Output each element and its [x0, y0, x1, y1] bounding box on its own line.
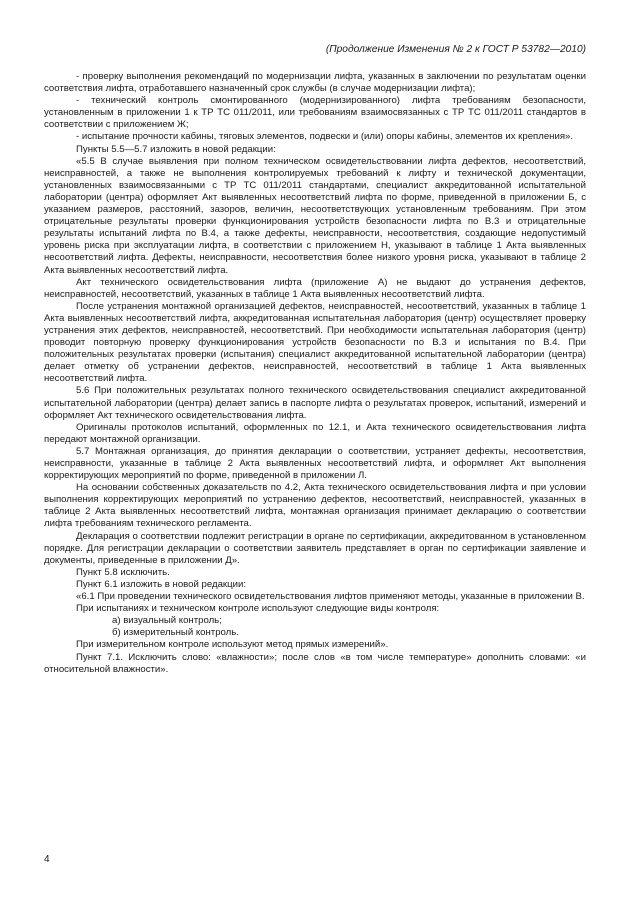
paragraph: Акт технического освидетельствования лифта (приложение А) не выдают до устранения дефектов, неисправностей, несоответствий, указанных в таблице 1 Акта выявленных несоответствий лифта.	[44, 276, 586, 300]
paragraph: Пункт 5.8 исключить.	[76, 566, 170, 578]
list-item: - технический контроль смонтированного (модернизированного) лифта требованиям безопасности, установленным в приложении 1 к ТР ТС 011/2011, или требованиям взаимосвязанных с ТР ТС 011/2011 стандартов в соответствии с приложением Ж;	[44, 95, 586, 131]
paragraph: После устранения монтажной организацией дефектов, неисправностей, несоответствий, указанных в таблице 1 Акта выявленных несоответствий лифта, аккредитованная испытательная лаборатория (центр) осуществляет проверку устранения этих дефектов, неисправностей, несоответствий. При необходимости испытательная лаборатория (центр) проводит повторную проверку функционирования устройств безопасности по В.3 и испытания по В.4. При положительных результатах проверки (испытания) специалист аккредитованной испытательной лаборатории (центра) делает отметку об устранении дефектов, неисправностей, несоответствий в таблице 1 Акта выявленных несоответствий лифта.	[44, 300, 586, 385]
paragraph: При испытаниях и техническом контроле используют следующие виды контроля:	[76, 603, 440, 615]
paragraph: Пункт 6.1 изложить в новой редакции:	[76, 578, 246, 590]
paragraph: 5.6 При положительных результатах полного технического освидетельствования специалист аккредитованной испытательной лаборатории (центра) делает запись в паспорте лифта о результатах проверок, испытаний, измерений и оформляет Акт технического освидетельствования лифта.	[44, 385, 586, 421]
page-header: (Продолжение Изменения № 2 к ГОСТ Р 53782—2010)	[325, 44, 586, 55]
list-item: - испытание прочности кабины, тяговых элементов, подвески и (или) опоры кабины, элементов их крепления».	[76, 131, 574, 143]
page-number: 4	[44, 854, 50, 865]
list-item: - проверку выполнения рекомендаций по модернизации лифта, указанных в заключении по результатам оценки соответствия лифта, отработавшего назначенный срок службы (в случае модернизации лифта);	[44, 71, 586, 95]
paragraph: На основании собственных доказательств по 4.2, Акта технического освидетельствования лифта и при условии выполнения корректирующих мероприятий по устранению дефектов, несоответствий, неисправностей, указанных в таблице 2 Акта выявленных несоответствий лифта, монтажная организация принимает декларацию о соответствии лифта требованиям технического регламента.	[44, 482, 586, 530]
paragraph: Пункты 5.5—5.7 изложить в новой редакции:	[76, 143, 276, 155]
paragraph: При измерительном контроле используют метод прямых измерений».	[76, 639, 389, 651]
sub-list-item: б) измерительный контроль.	[112, 627, 239, 639]
paragraph: Оригиналы протоколов испытаний, оформленных по 12.1, и Акта технического освидетельствования лифта передают монтажной организации.	[44, 421, 586, 445]
paragraph: 5.7 Монтажная организация, до принятия декларации о соответствии, устраняет дефекты, несоответствия, неисправности, указанные в таблице 2 Акта выявленных несоответствий лифта, и оформляет Акт выполнения корректирующих мероприятий по форме, приведенной в приложении Л.	[44, 445, 586, 482]
paragraph: «5.5 В случае выявления при полном техническом освидетельствовании лифта дефектов, несоответствий, неисправностей, а также не выполнения контролируемых требований к лифту и технической документации, установленных взаимосвязанными с ТР ТС 011/2011 стандартами, специалист аккредитованной испытательной лаборатории (центра) оформляет Акт выявленных несоответствий лифта по форме, приведенной в приложении Б, с указанием размеров, расстояний, зазоров, величин, несоответствующих установленным требованиям. При этом отрицательные результаты проверки функционирования устройств безопасности лифта по В.3 и отрицательные результаты испытаний лифта по В.4, а также дефекты, неисправности, несоответствия, создающие недопустимый уровень риска при эксплуатации лифта, в соответствии с приложением Н, указывают в таблице 1 Акта выявленных несоответствий лифта. Дефекты, неисправности, несоответствия более низкого уровня риска, указывают в таблице 2 Акта выявленных несоответствий лифта.	[44, 155, 586, 276]
document-body	[44, 71, 586, 676]
paragraph: «6.1 При проведении технического освидетельствования лифтов применяют методы, указанные в приложении В.	[76, 591, 585, 603]
paragraph: Декларация о соответствии подлежит регистрации в органе по сертификации, аккредитованном в установленном порядке. Для регистрации декларации о соответствии заявитель представляет в орган по сертификации заявление и документы, приведенные в приложении Д».	[44, 530, 586, 566]
paragraph: Пункт 7.1. Исключить слово: «влажности»; после слов «в том числе температуре» дополнить словами: «и относительной влажности».	[44, 651, 586, 675]
sub-list-item: а) визуальный контроль;	[112, 615, 222, 627]
